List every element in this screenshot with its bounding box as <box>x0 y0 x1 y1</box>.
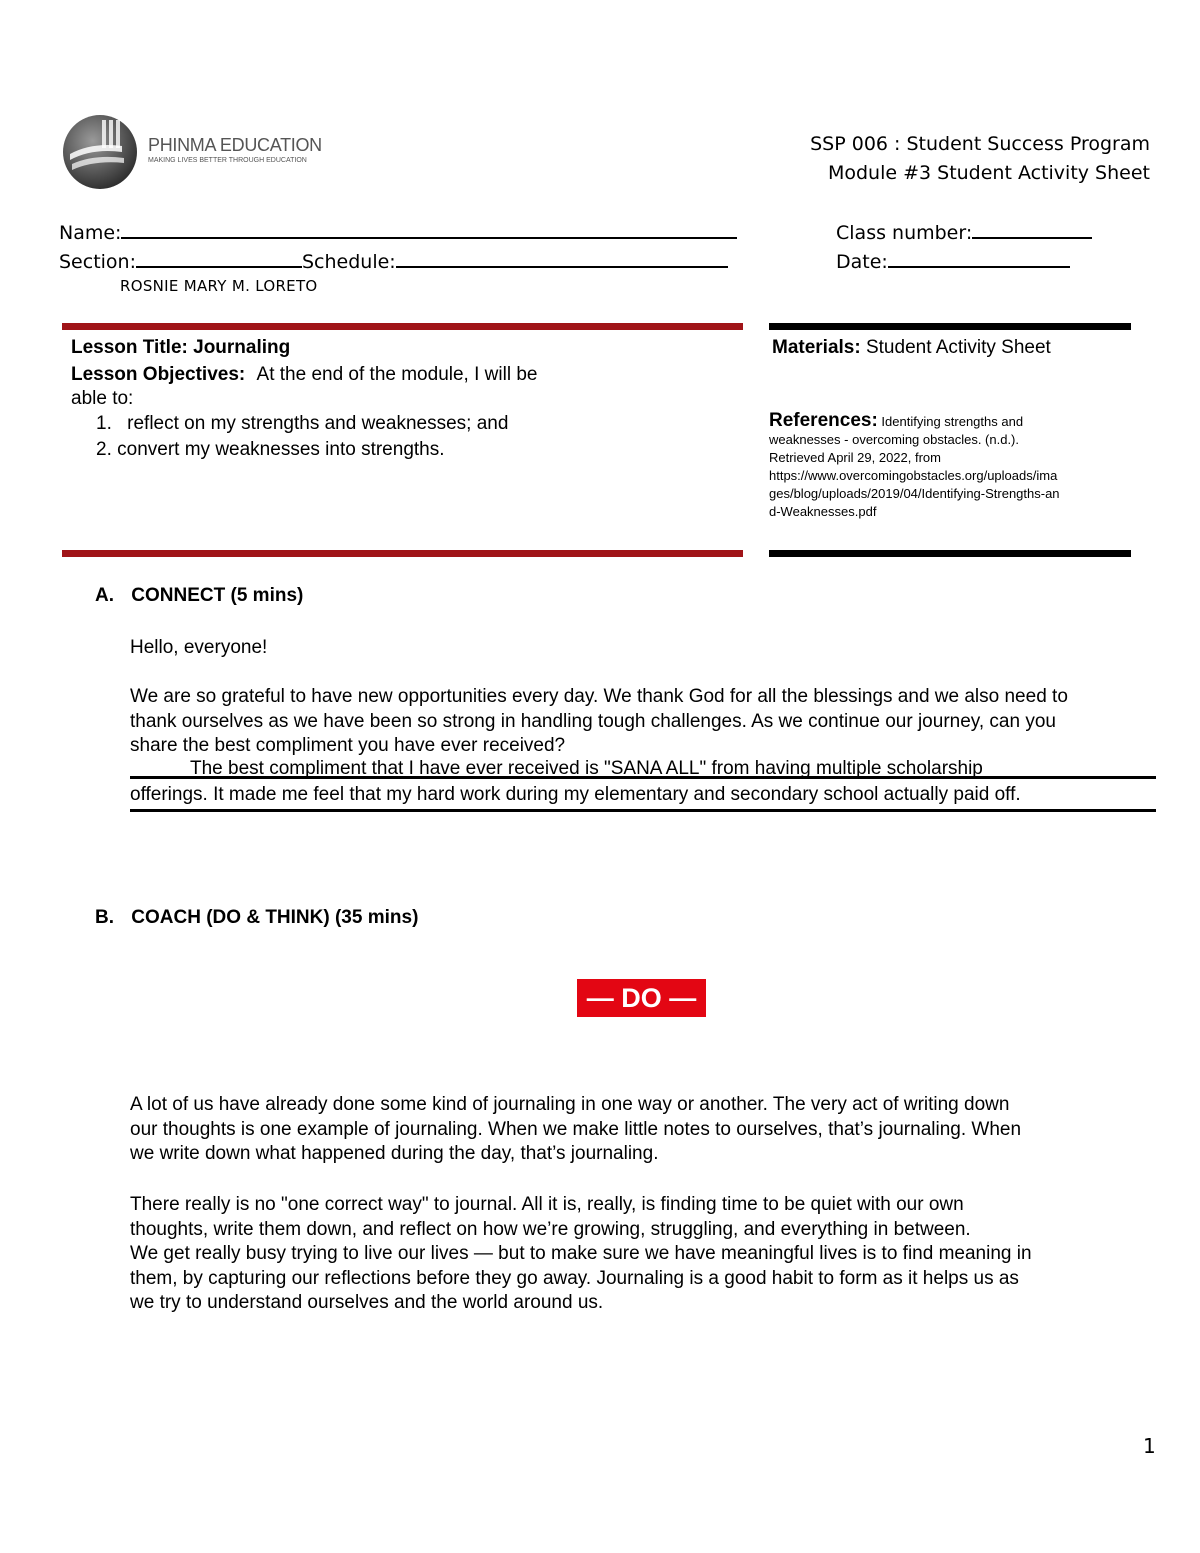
objective-text: convert my weaknesses into strengths. <box>117 439 445 460</box>
paragraph-line: we try to understand ourselves and the world around us. <box>130 1292 604 1313</box>
section-a-heading <box>95 585 303 607</box>
module-title: Module #3 Student Activity Sheet <box>827 162 1150 184</box>
paragraph-line: our thoughts is one example of journaling. When we make little notes to ourselves, that’s journaling. When <box>130 1118 1022 1140</box>
class-number-label: Class number: <box>836 222 973 244</box>
section-field <box>59 249 728 273</box>
section-label: Section: <box>59 251 136 273</box>
reference-text: Identifying strengths and <box>881 414 1024 429</box>
paragraph-line: them, by capturing our reflections before they go away. Journaling is a good habit to form as it helps us as <box>130 1267 1019 1289</box>
objectives-label: Lesson Objectives: <box>71 364 246 385</box>
date-line <box>888 249 1070 268</box>
lesson-title-label: Lesson Title: <box>71 337 188 358</box>
materials-bottom-bar <box>769 550 1131 557</box>
section-title: CONNECT (5 mins) <box>131 585 304 606</box>
lesson-objectives <box>71 364 537 386</box>
paragraph-line: We get really busy trying to live our lives — but to make sure we have meaningful lives is to find meaning in <box>130 1243 1032 1264</box>
materials-top-bar <box>769 323 1131 330</box>
answer-line-2 <box>130 809 1156 812</box>
date-label: Date: <box>836 251 888 273</box>
materials <box>772 337 1051 359</box>
course-title: SSP 006 : Student Success Program <box>810 133 1150 155</box>
lesson-title <box>71 337 290 359</box>
answer-text-2[interactable]: offerings. It made me feel that my hard work during my elementary and secondary school actually paid off. <box>130 784 1021 805</box>
prompt-line: thank ourselves as we have been so strong in handling tough challenges. As we continue our journey, can you <box>130 710 1056 732</box>
do-label-box: — DO — <box>577 979 706 1017</box>
paragraph-line: There really is no "one correct way" to journal. All it is, really, is finding time to be quiet with our own <box>130 1194 964 1215</box>
reference-link[interactable]: https://www.overcomingobstacles.org/uploads/ima <box>769 468 1058 483</box>
objective-item <box>96 413 508 435</box>
paragraph-line: we write down what happened during the day, that’s journaling. <box>130 1143 659 1164</box>
paragraph-line: A lot of us have already done some kind of journaling in one way or another. The very act of writing down <box>130 1094 1010 1115</box>
connect-prompt <box>130 685 1068 759</box>
reference-text: Retrieved April 29, 2022, from <box>769 450 941 465</box>
section-line <box>136 249 302 268</box>
objective-number: 1. <box>96 413 112 434</box>
section-title: COACH (DO & THINK) (35 mins) <box>131 907 419 928</box>
objective-item <box>96 439 445 461</box>
lesson-top-bar <box>62 323 743 330</box>
name-line <box>121 220 737 239</box>
references <box>769 412 1129 521</box>
references-line <box>769 412 1129 431</box>
reference-link[interactable]: d-Weaknesses.pdf <box>769 504 877 519</box>
schedule-line <box>396 249 728 268</box>
prompt-line: We are so grateful to have new opportunities every day. We thank God for all the blessings and we also need to <box>130 686 1068 707</box>
student-name-value: ROSNIE MARY M. LORETO <box>120 277 318 295</box>
date-field <box>836 249 1070 273</box>
answer-text-1[interactable]: The best compliment that I have ever received is "SANA ALL" from having multiple scholarship <box>190 758 983 779</box>
class-number-line <box>972 220 1092 239</box>
objectives-intro: At the end of the module, I will be <box>256 364 538 385</box>
name-label: Name: <box>59 222 122 244</box>
references-label: References: <box>769 410 878 431</box>
materials-label: Materials: <box>772 337 861 358</box>
section-letter: B. <box>95 907 114 928</box>
schedule-label: Schedule: <box>302 251 396 273</box>
lesson-title-value: Journaling <box>193 337 291 358</box>
lesson-bottom-bar <box>62 550 743 557</box>
name-field <box>59 220 737 244</box>
logo-text: PHINMA EDUCATION <box>148 135 322 155</box>
phinma-logo <box>62 112 322 192</box>
reference-text: weaknesses - overcoming obstacles. (n.d.). <box>769 432 1019 447</box>
coach-paragraph-2 <box>130 1193 1032 1316</box>
paragraph-line: thoughts, write them down, and reflect on how we’re growing, struggling, and everything in between. <box>130 1218 971 1240</box>
prompt-line: share the best compliment you have ever received? <box>130 735 566 756</box>
objectives-intro-2: able to: <box>71 388 134 409</box>
objective-text: reflect on my strengths and weaknesses; and <box>127 413 509 434</box>
section-letter: A. <box>95 585 114 606</box>
section-b-heading <box>95 907 418 929</box>
objective-number: 2. <box>96 439 112 460</box>
class-number-field <box>836 220 1092 244</box>
connect-greeting: Hello, everyone! <box>130 637 268 658</box>
page-number: 1 <box>1143 1434 1156 1458</box>
logo-tagline: MAKING LIVES BETTER THROUGH EDUCATION <box>148 157 307 164</box>
reference-link[interactable]: ges/blog/uploads/2019/04/Identifying-Strengths-an <box>769 486 1060 501</box>
coach-paragraph-1 <box>130 1093 1021 1167</box>
phinma-logo-icon <box>62 112 142 192</box>
materials-value: Student Activity Sheet <box>865 337 1051 358</box>
